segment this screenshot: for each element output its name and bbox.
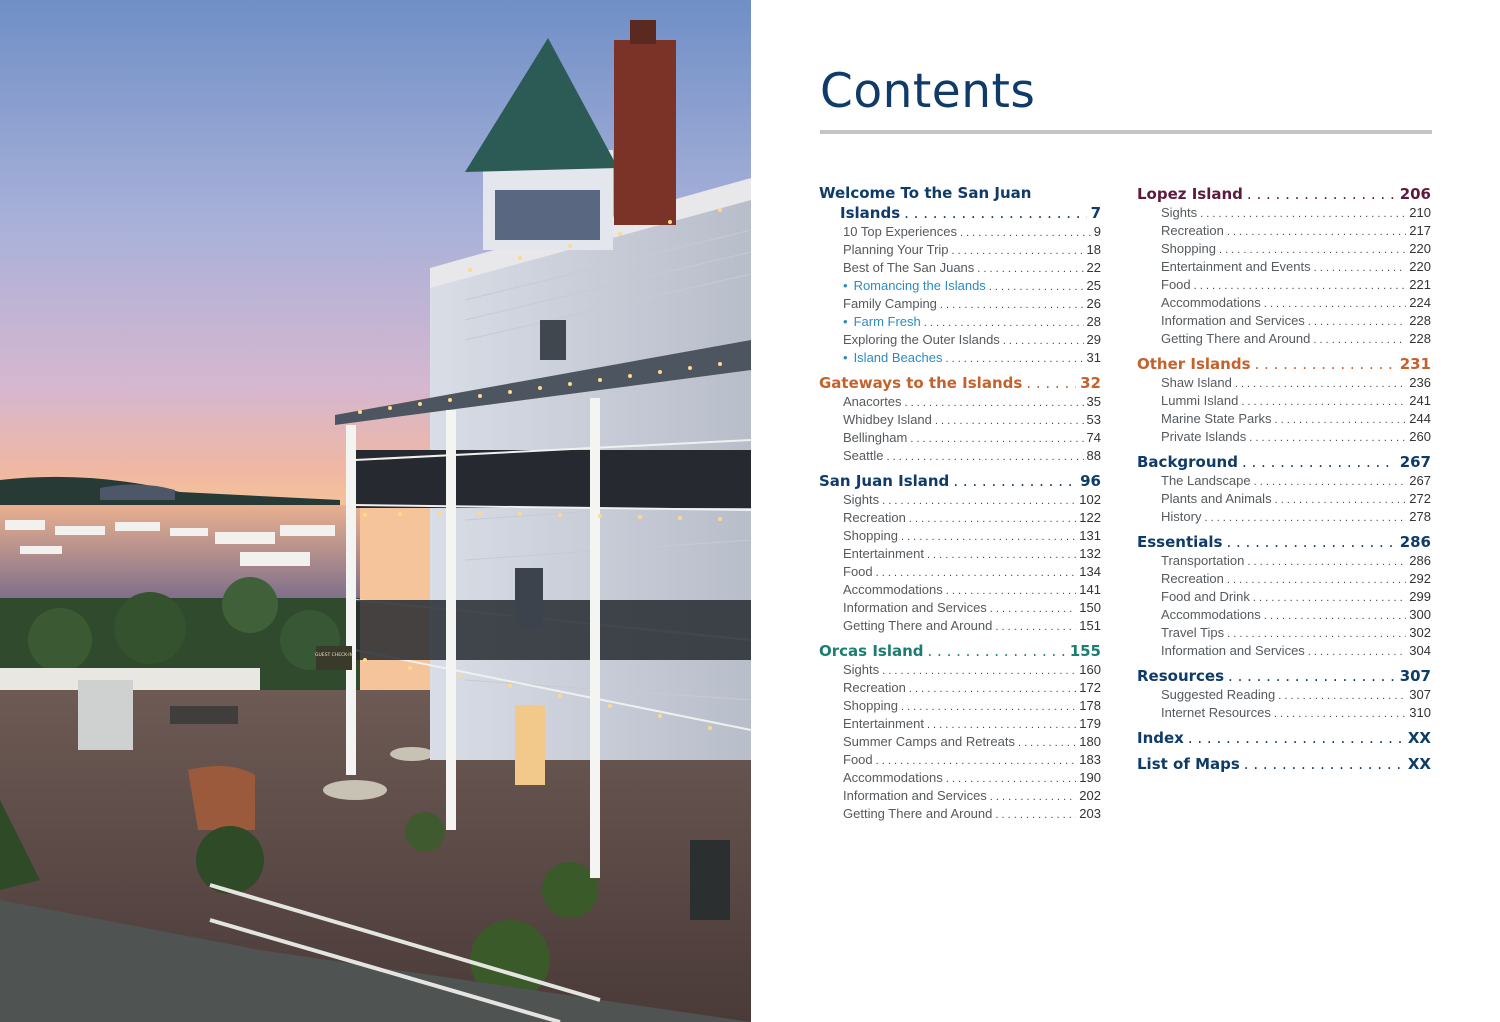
toc-entry [1137,222,1431,240]
toc-section [1137,666,1431,722]
entry-title: 10 Top Experiences [843,224,957,239]
section-heading [1137,666,1431,686]
leader-dots [945,350,1083,368]
leader-dots [990,600,1077,618]
section-page-number: 267 [1399,453,1431,471]
entry-title: The Landscape [1161,473,1251,488]
leader-dots [1255,354,1396,374]
section-title: Lopez Island [1137,185,1243,203]
section-heading [819,641,1101,661]
entry-page-number: 221 [1409,277,1431,292]
leader-dots [1194,277,1407,295]
leader-dots [1244,754,1404,774]
toc-entry [819,411,1101,429]
leader-dots [989,278,1084,296]
entry-page-number: 307 [1409,687,1431,702]
section-page-number: 307 [1399,667,1431,685]
entry-title: Recreation [843,510,906,525]
leader-dots [1278,687,1406,705]
leader-dots [886,448,1083,466]
leader-dots [927,546,1076,564]
toc-section [819,373,1101,465]
entry-title: Shopping [843,528,898,543]
bullet-icon: • [843,350,848,365]
leader-dots [953,471,1076,491]
leader-dots [1003,332,1084,350]
entry-title: Whidbey Island [843,412,932,427]
entry-page-number: 220 [1409,259,1431,274]
section-heading [1137,532,1431,552]
entry-title: Lummi Island [1161,393,1239,408]
entry-page-number: 228 [1409,313,1431,328]
toc-entry [1137,374,1431,392]
toc-entry [819,679,1101,697]
toc-entry [1137,428,1431,446]
leader-dots [1228,666,1396,686]
entry-page-number: 241 [1409,393,1431,408]
toc-entry [1137,624,1431,642]
entry-page-number: 25 [1086,278,1101,293]
leader-dots [1308,313,1407,331]
leader-dots [928,641,1066,661]
leader-dots [905,394,1084,412]
entry-page-number: 172 [1079,680,1101,695]
toc-entry [1137,240,1431,258]
section-title: Gateways to the Islands [819,374,1023,392]
toc-entry [819,491,1101,509]
toc-entry [1137,490,1431,508]
entry-title: Anacortes [843,394,902,409]
toc-entry [819,393,1101,411]
leader-dots [960,224,1091,242]
section-page-number: 155 [1069,642,1101,660]
entry-page-number: 180 [1079,734,1101,749]
toc-entry [819,733,1101,751]
leader-dots [876,752,1077,770]
entry-page-number: 304 [1409,643,1431,658]
leader-dots [977,260,1083,278]
leader-dots [940,296,1084,314]
toc-entry [819,331,1101,349]
toc-entry [1137,686,1431,704]
section-page-number: XX [1407,729,1431,747]
toc-entry [1137,312,1431,330]
entry-page-number: 292 [1409,571,1431,586]
leader-dots [1254,473,1407,491]
toc-entry [1137,606,1431,624]
entry-page-number: 228 [1409,331,1431,346]
entry-page-number: 74 [1086,430,1101,445]
leader-dots [1204,509,1406,527]
section-page-number: 286 [1399,533,1431,551]
leader-dots [1235,375,1406,393]
toc-entry [1137,642,1431,660]
toc-entry [819,581,1101,599]
entry-title: Getting There and Around [843,806,993,821]
toc-entry [1137,276,1431,294]
toc-entry [819,447,1101,465]
entry-title: Entertainment [843,546,924,561]
section-heading [1137,354,1431,374]
entry-page-number: 151 [1079,618,1101,633]
toc-entry [819,787,1101,805]
toc-column-left [819,184,1101,829]
entry-page-number: 18 [1086,242,1101,257]
toc-entry [1137,704,1431,722]
toc-entry [1137,472,1431,490]
leader-dots [1275,491,1407,509]
toc-entry [819,349,1101,367]
leader-dots [1226,532,1395,552]
toc-entry [1137,392,1431,410]
entry-title: Information and Services [843,600,987,615]
entry-page-number: 160 [1079,662,1101,677]
toc-column-right [1137,184,1431,780]
toc-entry [819,563,1101,581]
leader-dots [901,698,1076,716]
title-rule [820,130,1432,134]
section-heading [1137,728,1431,748]
entry-page-number: 29 [1086,332,1101,347]
entry-title: Food and Drink [1161,589,1250,604]
leader-dots [904,203,1086,223]
entry-title: Bellingham [843,430,908,445]
entry-title: Information and Services [1161,313,1305,328]
entry-page-number: 178 [1079,698,1101,713]
entry-title: Family Camping [843,296,937,311]
entry-title: Accommodations [1161,295,1261,310]
leader-dots [1219,241,1406,259]
section-page-number: 206 [1399,185,1431,203]
section-page-number: 7 [1090,204,1101,222]
toc-section [819,184,1101,367]
toc-section [819,471,1101,635]
entry-title: Getting There and Around [843,618,993,633]
entry-page-number: 26 [1086,296,1101,311]
toc-entry [1137,410,1431,428]
entry-title: Shopping [843,698,898,713]
section-heading [819,184,1101,203]
entry-title: Internet Resources [1161,705,1271,720]
entry-page-number: 122 [1079,510,1101,525]
toc-entry [819,697,1101,715]
toc-section [1137,754,1431,774]
leader-dots [1264,607,1407,625]
leader-dots [1026,373,1076,393]
entry-page-number: 190 [1079,770,1101,785]
leader-dots [990,788,1077,806]
toc-entry [1137,570,1431,588]
toc-section [1137,354,1431,446]
section-heading [1137,452,1431,472]
section-heading-continued [819,203,1101,223]
entry-page-number: 244 [1409,411,1431,426]
page-title: Contents [820,64,1036,119]
leader-dots [935,412,1084,430]
entry-page-number: 300 [1409,607,1431,622]
entry-page-number: 310 [1409,705,1431,720]
entry-title: Travel Tips [1161,625,1225,640]
entry-page-number: 183 [1079,752,1101,767]
toc-entry [819,599,1101,617]
guest-checkin-sign: GUEST CHECK-IN [315,653,353,658]
leader-dots [910,430,1083,448]
section-title: Orcas Island [819,642,924,660]
toc-entry [819,805,1101,823]
toc-entry [819,277,1101,295]
entry-page-number: 220 [1409,241,1431,256]
entry-title: Information and Services [843,788,987,803]
entry-page-number: 179 [1079,716,1101,731]
entry-page-number: 31 [1086,350,1101,365]
leader-dots [1264,295,1407,313]
entry-title: Sights [843,492,880,507]
leader-dots [882,662,1076,680]
section-title: San Juan Island [819,472,950,490]
section-title: Welcome To the San Juan [819,184,1032,202]
entry-page-number: 28 [1086,314,1101,329]
entry-title: Recreation [843,680,906,695]
toc-entry [1137,552,1431,570]
toc-entry [1137,294,1431,312]
entry-page-number: 278 [1409,509,1431,524]
leader-dots [909,510,1076,528]
toc-entry [1137,330,1431,348]
contents-page [751,0,1500,1022]
entry-page-number: 224 [1409,295,1431,310]
leader-dots [1242,452,1396,472]
toc-entry [819,751,1101,769]
entry-title: Exploring the Outer Islands [843,332,1000,347]
entry-title: Island Beaches [853,350,943,365]
leader-dots [909,680,1076,698]
leader-dots [1308,643,1407,661]
entry-title: Getting There and Around [1161,331,1311,346]
leader-dots [946,770,1077,788]
toc-entry [819,241,1101,259]
toc-entry [819,545,1101,563]
section-title: List of Maps [1137,755,1240,773]
section-title: Other Islands [1137,355,1251,373]
toc-entry [1137,508,1431,526]
entry-title: Entertainment [843,716,924,731]
entry-page-number: 302 [1409,625,1431,640]
entry-title: Romancing the Islands [853,278,986,293]
entry-page-number: 88 [1086,448,1101,463]
leader-dots [1275,411,1407,429]
leader-dots [1227,571,1406,589]
section-title: Essentials [1137,533,1223,551]
toc-entry [819,527,1101,545]
entry-title: Shaw Island [1161,375,1232,390]
leader-dots [1249,429,1406,447]
toc-section [1137,728,1431,748]
entry-title: Plants and Animals [1161,491,1272,506]
entry-title: Shopping [1161,241,1216,256]
entry-title: Accommodations [1161,607,1261,622]
entry-page-number: 53 [1086,412,1101,427]
leader-dots [1200,205,1406,223]
entry-page-number: 35 [1086,394,1101,409]
section-title: Index [1137,729,1184,747]
toc-entry [1137,258,1431,276]
toc-entry [819,769,1101,787]
entry-title: Marine State Parks [1161,411,1272,426]
entry-page-number: 217 [1409,223,1431,238]
toc-entry [819,223,1101,241]
toc-entry [819,313,1101,331]
leader-dots [924,314,1084,332]
leader-dots [1314,259,1407,277]
entry-title: Food [1161,277,1191,292]
toc-section [1137,452,1431,526]
entry-page-number: 286 [1409,553,1431,568]
leader-dots [1241,393,1406,411]
entry-title: Transportation [1161,553,1245,568]
entry-title: Planning Your Trip [843,242,949,257]
section-title-continued: Islands [840,204,901,222]
toc-section [1137,184,1431,348]
entry-page-number: 272 [1409,491,1431,506]
toc-entry [819,509,1101,527]
entry-page-number: 150 [1079,600,1101,615]
entry-page-number: 134 [1079,564,1101,579]
toc-section [819,641,1101,823]
entry-title: Accommodations [843,770,943,785]
entry-title: Accommodations [843,582,943,597]
entry-page-number: 203 [1079,806,1101,821]
entry-title: Seattle [843,448,884,463]
toc-entry [819,617,1101,635]
entry-page-number: 267 [1409,473,1431,488]
entry-page-number: 236 [1409,375,1431,390]
section-heading [819,471,1101,491]
entry-title: Best of The San Juans [843,260,975,275]
entry-page-number: 22 [1086,260,1101,275]
entry-page-number: 260 [1409,429,1431,444]
entry-page-number: 9 [1093,224,1101,239]
entry-title: Food [843,564,873,579]
section-page-number: XX [1407,755,1431,773]
section-title: Background [1137,453,1238,471]
entry-page-number: 132 [1079,546,1101,561]
leader-dots [882,492,1076,510]
entry-page-number: 202 [1079,788,1101,803]
toc-entry [1137,588,1431,606]
entry-title: Recreation [1161,571,1224,586]
toc-entry [819,259,1101,277]
leader-dots [876,564,1077,582]
entry-page-number: 210 [1409,205,1431,220]
entry-title: Private Islands [1161,429,1247,444]
entry-title: Entertainment and Events [1161,259,1311,274]
entry-title: Sights [843,662,880,677]
leader-dots [952,242,1084,260]
leader-dots [901,528,1076,546]
leader-dots [1247,184,1396,204]
section-page-number: 32 [1080,374,1101,392]
leader-dots [1188,728,1404,748]
entry-page-number: 131 [1079,528,1101,543]
entry-page-number: 102 [1079,492,1101,507]
toc-section [1137,532,1431,660]
entry-title: Farm Fresh [853,314,921,329]
toc-entry [819,429,1101,447]
leader-dots [1274,705,1406,723]
entry-title: History [1161,509,1202,524]
section-heading [1137,184,1431,204]
leader-dots [1313,331,1406,349]
entry-title: Sights [1161,205,1198,220]
bullet-icon: • [843,314,848,329]
toc-entry [819,715,1101,733]
leader-dots [1227,223,1406,241]
toc-entry [819,661,1101,679]
leader-dots [1253,589,1406,607]
leader-dots [1018,734,1076,752]
entry-page-number: 141 [1079,582,1101,597]
leader-dots [927,716,1076,734]
leader-dots [946,582,1077,600]
leader-dots [995,618,1076,636]
toc-entry [1137,204,1431,222]
leader-dots [1247,553,1406,571]
section-heading [819,373,1101,393]
section-page-number: 231 [1399,355,1431,373]
toc-entry [819,295,1101,313]
entry-title: Information and Services [1161,643,1305,658]
entry-title: Summer Camps and Retreats [843,734,1015,749]
leader-dots [1227,625,1406,643]
bullet-icon: • [843,278,848,293]
entry-page-number: 299 [1409,589,1431,604]
entry-title: Recreation [1161,223,1224,238]
entry-title: Suggested Reading [1161,687,1276,702]
section-title: Resources [1137,667,1225,685]
section-heading [1137,754,1431,774]
leader-dots [995,806,1076,824]
section-page-number: 96 [1080,472,1101,490]
entry-title: Food [843,752,873,767]
